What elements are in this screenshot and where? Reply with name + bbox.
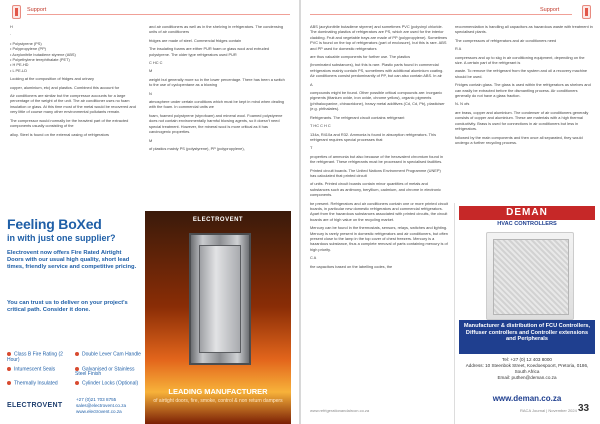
paragraph: be present. Refrigerators and air conditioners contain one or more printed circuit boards, in particular new domestic refrigerators and commercial refrigerators. Apart from the hazardous substances associated with printed circuits, the circuit boards are of high value on the recycling market.	[310, 200, 448, 222]
ad-subheadline: in with just one supplier?	[7, 233, 116, 243]
deman-contact	[462, 357, 592, 381]
text-fragment: ·	[10, 32, 12, 38]
paragraph: are brass, copper and aluminium. The condenser of air conditioners generally consists of copper and aluminium. These are materials with a high thermal conductivity. Brass is used for connections in air conditioners but less in refrigerators.	[455, 109, 589, 132]
feature-item: Galvanised or Stainless Steel Finish	[75, 367, 143, 379]
paragraph: M	[149, 68, 153, 74]
deman-email[interactable]: Email: puthen@deman.co.za	[497, 375, 557, 381]
deman-tagline: HVAC CONTROLLERS	[497, 221, 557, 227]
thermometer-icon	[582, 5, 591, 19]
section-label-left: Support	[27, 7, 47, 13]
footer-issue: RACA Journal | November 2024	[520, 408, 577, 413]
paragraph: The compressor would normally be the heaviest part of the extracted components usually consisting of the	[10, 117, 129, 129]
page-number: 33	[578, 403, 590, 414]
hvac-unit-image	[486, 232, 574, 320]
ad-caption-text: of airtight doors, fire, smoke, control & non return dampers	[153, 398, 283, 404]
text-fragment: H	[10, 24, 13, 29]
section-label-right: Support	[540, 7, 560, 13]
right-column-2	[455, 24, 593, 200]
deman-phone[interactable]: Tel: +27 (0) 12 403 8000	[502, 357, 552, 362]
paragraph: compressors and up to skg in air conditioning equipment, depending on the size. A certain part of the refrigerant is	[455, 54, 585, 66]
deman-address: Address: 10 Steenbok Street, Koedoespoort, Pretoria, 0186, South Africa	[465, 363, 589, 375]
ad-caption-title: LEADING MANUFACTURER	[168, 387, 268, 396]
list-item: • Polystyrene (PS)	[10, 41, 142, 46]
ad-phone[interactable]: +27 (0)21 703 8755	[76, 397, 117, 402]
deman-banner-text: Manufacturer & distribution of FCU Controllers, Diffuser controllers and Controller extensions and Peripherals	[463, 323, 591, 343]
page-gutter	[299, 0, 301, 424]
door-frame	[189, 233, 251, 365]
plastics-list	[10, 41, 142, 73]
paragraph: N	[149, 90, 152, 96]
paragraph: properties of ammonia but also because of the hexavalent chromium found in the refrigerant. These refrigerants must be processed in specialised facilities.	[310, 153, 444, 165]
paragraph: alloy. Steel is found on the external casing of refrigerators	[10, 131, 109, 137]
door-photo	[145, 211, 291, 424]
door-panel	[199, 245, 241, 353]
paragraph: M	[149, 137, 153, 143]
feature-item: Thermally Insulated	[7, 381, 75, 387]
ad-features	[7, 352, 147, 390]
ad-body: Electrovent now offers Fire Rated Airtight Doors with our usual high quality, short lead times, friendly service and competitive pricing.	[7, 250, 137, 270]
list-item: • L PE-LD	[10, 68, 142, 73]
left-column-1	[10, 24, 142, 209]
paragraph: (brominated substances), but this is rare. Plastic parts found in commercial refrigerators mainly contain PS, sometimes with additional aluminium coating. Air conditioners consist predominantly of PP, but can also contain ABS. In air	[310, 62, 444, 79]
paragraph: C A	[310, 255, 317, 261]
paragraph: ABS (acrylonitrile butadiene styrene) and sometimes PVC (polyvinyl chloride. The dominating plastics of refrigerators are PS, which are used for the interior cladding. Fruit and vegetable trays are made of PP (polypropylene). Sometimes PVC is found on the top of refrigerators (part of enclosure), but this is rare. ABS and PP used for domestic refrigerators	[310, 24, 448, 51]
paragraph: C HC C	[149, 60, 163, 66]
left-column-2	[149, 24, 289, 209]
right-column-1	[310, 24, 448, 406]
list-item: • Polyethylene terephthalate (PET)	[10, 57, 142, 62]
thermometer-icon	[12, 5, 21, 19]
paragraph: 134a, R410a and R32. Ammonia is found in absorption refrigerators. This refrigerant requires special processes that	[310, 131, 437, 142]
paragraph: followed by the main components and then once all separated, they would undergo a further recycling process.	[455, 134, 583, 145]
paragraph: compounds might be found. Other possible critical compounds are: inorganic pigments (titanium oxide, iron oxide, chrome yellow), organic pigments (phthalocyanine, chinacridone), heavy metal additives (Cd, Cd, Pb), plasticiser (e.g. phthalates).	[310, 90, 445, 112]
paragraph: Looking at the composition of fridges and urinary	[10, 76, 94, 82]
paragraph: of plastics mainly PS (polystyrene), PP (polypropylene),	[149, 145, 245, 151]
ad-website[interactable]: www.electrovent.co.za	[76, 409, 122, 414]
paragraph: N- N ofs	[455, 101, 470, 107]
ad-body: You can trust us to deliver on your project's critical path. Consider it done.	[7, 300, 128, 313]
paragraph: T	[310, 145, 313, 151]
paragraph: atmosphere under certain conditions which must be kept in mind when dealing with the foam. In commercial units we	[149, 99, 284, 110]
deman-website[interactable]: www.deman.co.za	[492, 394, 562, 403]
list-item: • Acrylonitrile butadiene styrene (ABS)	[10, 52, 142, 57]
paragraph: fridges are made of steel. Commercial fridges contain	[149, 37, 242, 43]
paragraph: Air conditioners are similar but the compressor accounts for a large percentage of the weight of the unit. The air conditioner uses no foam insulation or glass. At this time most of the metal would be recovered and very little of course many other environmental pollutants remain.	[10, 93, 136, 115]
paragraph: the capacitors based on the labelling codes, the	[310, 263, 393, 269]
paragraph: waste. To remove the refrigerant from the system and oil a recovery machine should be used.	[455, 68, 588, 79]
feature-item: Class B Fire Rating (2 Hour)	[7, 352, 75, 364]
feature-item: Intumescent Seals	[7, 367, 75, 373]
paragraph: The compressors of refrigerators and air conditioners need	[455, 37, 557, 43]
paragraph: foam, foamed polystyrene (styrofoam) and mineral wool. Foamed polystyrene does not contain environmentally harmful blowing agents, so it doesn't need special treatment. However, the mineral wool is more critical as it has carcinogenic properties.	[149, 112, 283, 135]
paragraph: T HC C H C	[310, 123, 331, 129]
paragraph: The insulating foams are either PUR foam or glass wool and extruded polystyrene. The older type refrigerators used PUR	[149, 46, 270, 57]
header-rule-left	[27, 14, 290, 15]
electrovent-logo: ELECTROVENT	[7, 402, 63, 409]
footer-url[interactable]: www.refrigerationandaircon.co.za	[310, 408, 370, 413]
paragraph: A	[310, 81, 313, 87]
paragraph: Printed circuit boards. The United Nations Environment Programme (UNEP) has calculated that printed circuit	[310, 167, 441, 178]
paragraph: Fridges contain glass. The glass is used within the refrigerators as shelves and can easily be extracted before the dismantling process. Air conditioners generally do not have a glass fraction.	[455, 82, 591, 99]
ad-headline: Feeling BoXed	[7, 216, 102, 232]
paragraph: R A	[455, 46, 462, 52]
ad-contact	[76, 397, 126, 415]
paragraph: copper, aluminium, etc) and plastics. Combined this account for	[10, 84, 120, 90]
paragraph: recommendation is handling all capacitors as hazardous waste with treatment in specialised plants.	[455, 24, 593, 35]
deman-logo: DEMAN	[459, 206, 595, 220]
header-rule-right	[310, 14, 572, 15]
electrovent-brand: ELECTROVENT	[192, 217, 244, 223]
paragraph: are thus valuable components for further use. The plastics	[310, 54, 411, 60]
paragraph: Refrigerants. The refrigerant circuit contains refrigerant	[310, 114, 405, 120]
list-item: • Polypropylene (PP)	[10, 46, 142, 51]
feature-item: Cylinder Locks (Optional)	[75, 381, 143, 387]
feature-item: Double Lever Cam Handle	[75, 352, 143, 358]
list-item: • H PE-HD	[10, 62, 142, 67]
ad-email[interactable]: sales@electrovent.co.za	[76, 403, 127, 408]
vent-grill	[493, 239, 569, 315]
paragraph: weight but generally more so in the lower percentage. There has been a switch to the use of cyclopentane as a blowing	[149, 76, 285, 88]
paragraph: and air conditioners as well as in the shelving in refrigerators. The condensing units of air conditioners	[149, 24, 284, 35]
paragraph: of units. Printed circuit boards contain minor quantities of metals and substances such as antimony, beryllium, cadmium, and chrome in electronic components.	[310, 181, 441, 198]
paragraph: Mercury can be found in the thermostats, sensors, relays, switches and lighting. Mercury is rarely present in domestic refrigerators and air conditioners, but often present close to the lamp in the top cover of chest freezers. Mercury is a hazardous substance, thus a complete removal of parts containing mercury is of high priority.	[310, 225, 448, 252]
